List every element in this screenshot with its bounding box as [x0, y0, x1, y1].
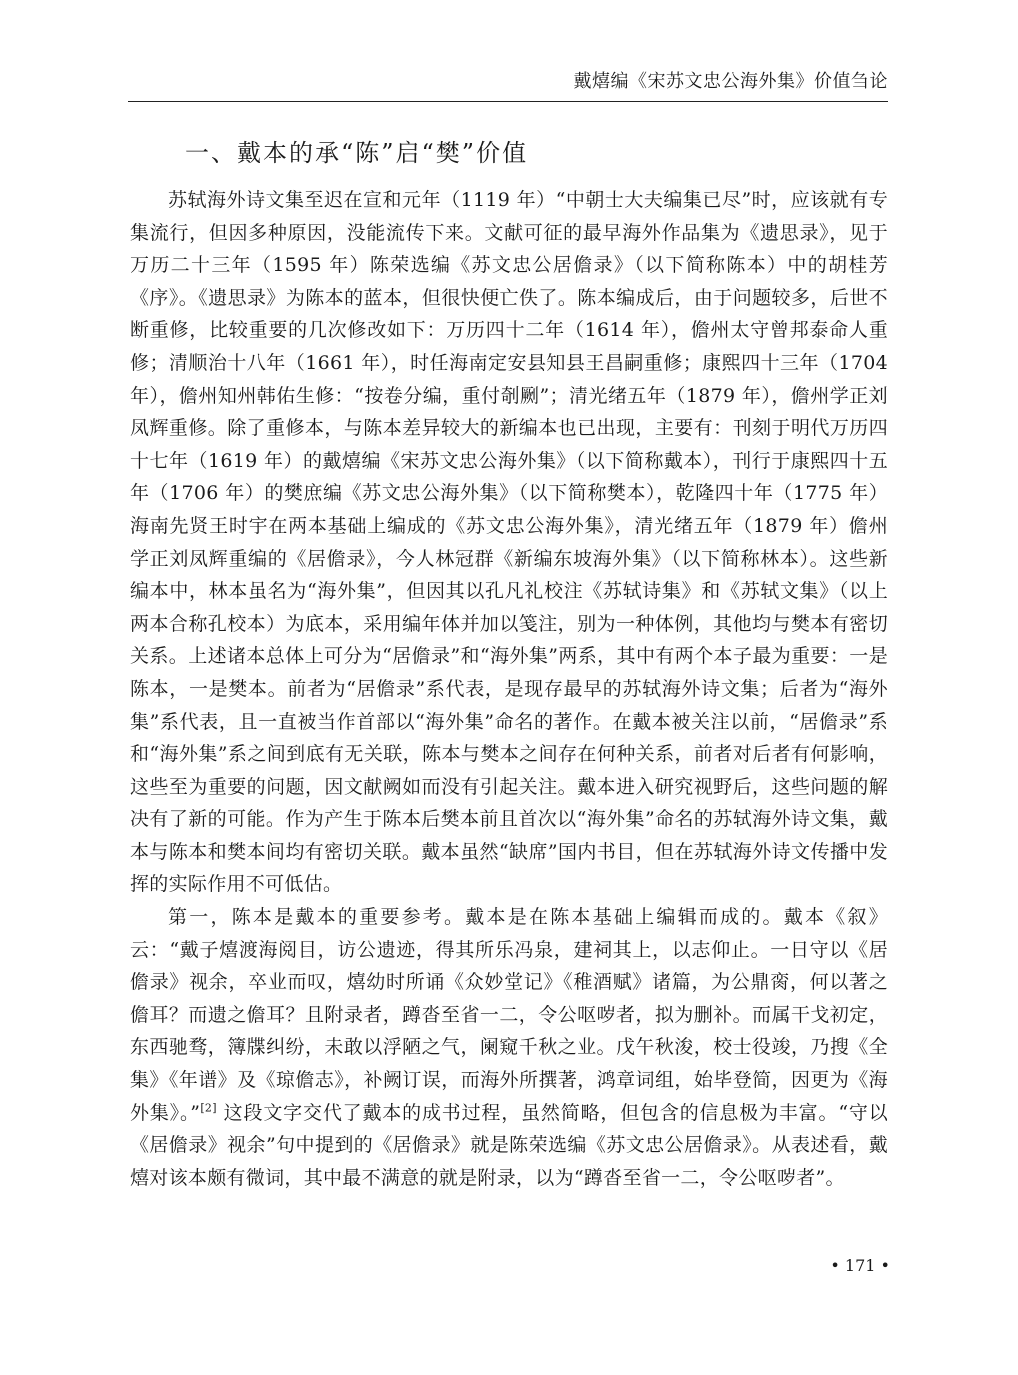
page-number: • 171 • [830, 1256, 890, 1275]
footnote-reference: [2] [200, 1101, 217, 1115]
body-text [130, 184, 888, 1194]
paragraph-2-text-before-note: 第一，陈本是戴本的重要参考。戴本是在陈本基础上编辑而成的。戴本《叙》云：“戴子熺渡海阅目，访公遗迹，得其所乐冯泉，建祠其上，以志仰止。一日守以《居儋录》视余，卒业而叹，熺幼时所诵《众妙堂记》《稚酒赋》诸篇，为公鼎脔，何以著之儋耳？而遗之儋耳？且附录者，蹲沓至省一二，令公呕哕者，拟为删补。而属干戈初定，东西驰骛，簿牒纠纷，未敢以浮陋之气，阑窥千秋之业。戊午秋浚，校士役竣，乃搜《全集》《年谱》及《琼儋志》，补阙订误，而海外所撰著，鸿章词组，始毕登简，因更为《海外集》。” [130, 906, 888, 1124]
paragraph-2-text-after-note: 这段文字交代了戴本的成书过程，虽然简略，但包含的信息极为丰富。“守以《居儋录》视余”句中提到的《居儋录》就是陈荣选编《苏文忠公居儋录》。从表述看，戴熺对该本颇有微词，其中最不满意的就是附录，以为“蹲沓至省一二，令公呕哕者”。 [130, 1101, 888, 1189]
section-heading: 一、戴本的承“陈”启“樊”价值 [185, 139, 529, 167]
running-header: 戴熺编《宋苏文忠公海外集》价值刍论 [573, 71, 888, 92]
paragraph-1: 苏轼海外诗文集至迟在宣和元年（1119 年）“中朝士大夫编集已尽”时，应该就有专集流行，但因多种原因，没能流传下来。文献可征的最早海外作品集为《遗思录》，见于万历二十三年（1595 年）陈荣选编《苏文忠公居儋录》（以下简称陈本）中的胡桂芳《序》。《遗思录》为陈本的蓝本，但很快便亡佚了。陈本编成后，由于问题较多，后世不断重修，比较重要的几次修改如下：万历四十二年（1614 年），儋州太守曾邦泰命人重修；清顺治十八年（1661 年），时任海南定安县知县王昌嗣重修；康熙四十三年（1704 年），儋州知州韩佑生修：“按卷分编，重付剞劂”；清光绪五年（1879 年），儋州学正刘凤辉重修。除了重修本，与陈本差异较大的新编本也已出现，主要有：刊刻于明代万历四十七年（1619 年）的戴熺编《宋苏文忠公海外集》（以下简称戴本），刊行于康熙四十五年（1706 年）的樊庶编《苏文忠公海外集》（以下简称樊本），乾隆四十年（1775 年）海南先贤王时宇在两本基础上编成的《苏文忠公海外集》，清光绪五年（1879 年）儋州学正刘凤辉重编的《居儋录》，今人林冠群《新编东坡海外集》（以下简称林本）。这些新编本中，林本虽名为“海外集”，但因其以孔凡礼校注《苏轼诗集》和《苏轼文集》（以上两本合称孔校本）为底本，采用编年体并加以笺注，别为一种体例，其他均与樊本有密切关系。上述诸本总体上可分为“居儋录”和“海外集”两系，其中有两个本子最为重要：一是陈本，一是樊本。前者为“居儋录”系代表，是现存最早的苏轼海外诗文集；后者为“海外集”系代表，且一直被当作首部以“海外集”命名的著作。在戴本被关注以前，“居儋录”系和“海外集”系之间到底有无关联，陈本与樊本之间存在何种关系，前者对后者有何影响，这些至为重要的问题，因文献阙如而没有引起关注。戴本进入研究视野后，这些问题的解决有了新的可能。作为产生于陈本后樊本前且首次以“海外集”命名的苏轼海外诗文集，戴本与陈本和樊本间均有密切关联。戴本虽然“缺席”国内书目，但在苏轼海外诗文传播中发挥的实际作用不可低估。 [130, 189, 888, 896]
header-rule [128, 101, 888, 102]
paragraph-2 [130, 901, 888, 1194]
